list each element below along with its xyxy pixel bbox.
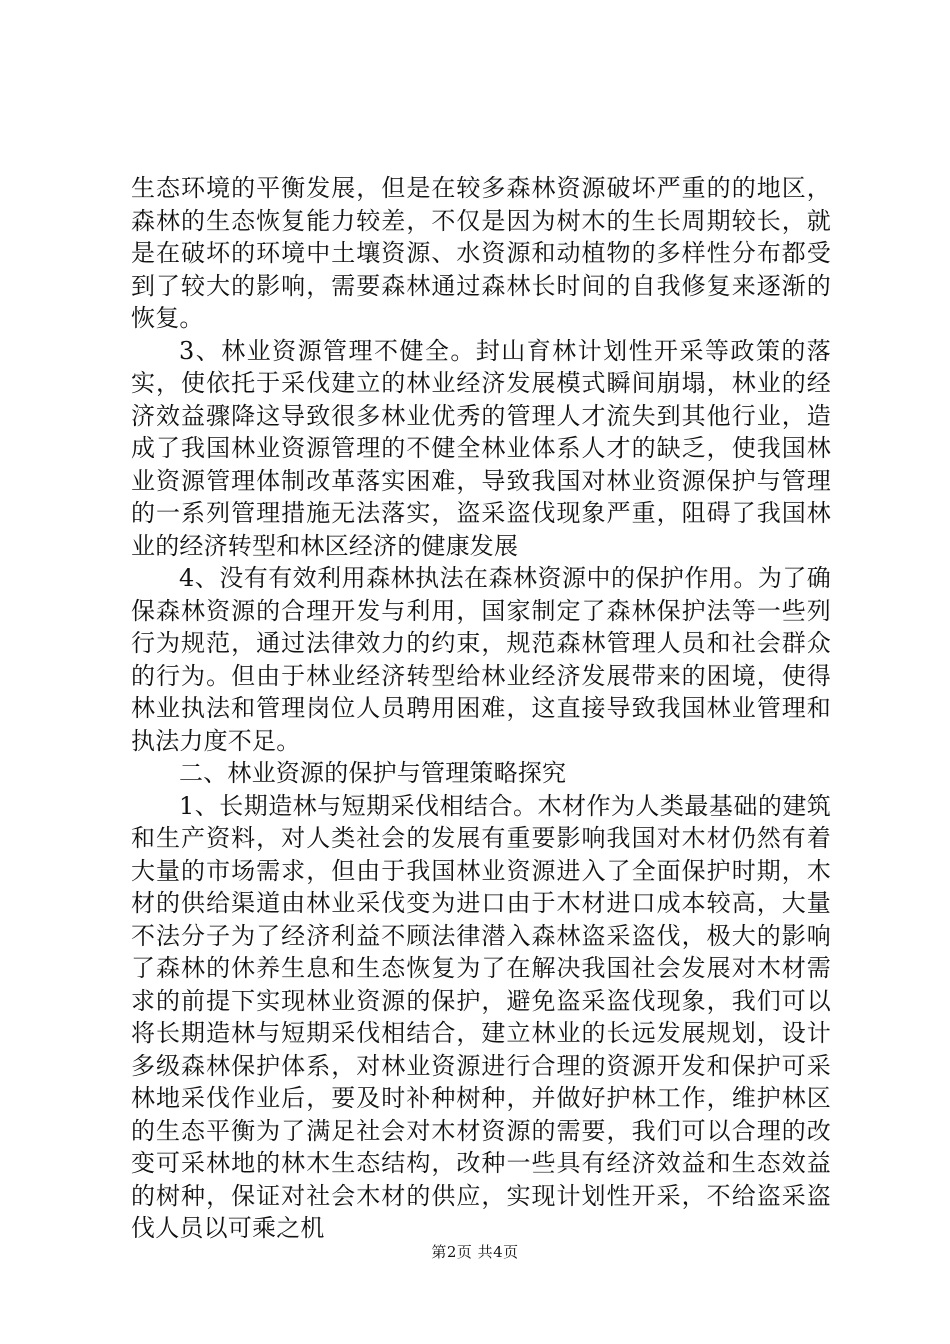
- paragraph-item-4: 4、没有有效利用森林执法在森林资源中的保护作用。为了确保森林资源的合理开发与利用，国家制定了森林保护法等一些列行为规范，通过法律效力的约束，规范森林管理人员和社会群众的行为。但由于林业经济转型给林业经济发展带来的困境，使得林业执法和管理岗位人员聘用困难，这直接导致我国林业管理和执法力度不足。: [131, 564, 831, 755]
- paragraph-item-3: 3、林业资源管理不健全。封山育林计划性开采等政策的落实，使依托于采伐建立的林业经济发展模式瞬间崩塌，林业的经济效益骤降这导致很多林业优秀的管理人才流失到其他行业，造成了我国林业资源管理的不健全林业体系人才的缺乏，使我国林业资源管理体制改革落实困难，导致我国对林业资源保护与管理的一系列管理措施无法落实，盗采盗伐现象严重，阻碍了我国林业的经济转型和林区经济的健康发展: [131, 336, 831, 560]
- page-footer: [0, 1242, 950, 1262]
- page-number-label: 第2页 共4页: [431, 1243, 519, 1261]
- paragraph-strategy-1: 1、长期造林与短期采伐相结合。木材作为人类最基础的建筑和生产资料，对人类社会的发展有重要影响我国对木材仍然有着大量的市场需求，但由于我国林业资源进入了全面保护时期，木材的供给渠道由林业采伐变为进口由于木材进口成本较高，大量不法分子为了经济利益不顾法律潜入森林盗采盗伐，极大的影响了森林的休养生息和生态恢复为了在解决我国社会发展对木材需求的前提下实现林业资源的保护，避免盗采盗伐现象，我们可以将长期造林与短期采伐相结合，建立林业的长远发展规划，设计多级森林保护体系，对林业资源进行合理的资源开发和保护可采林地采伐作业后，要及时补种树种，并做好护林工作，维护林区的生态平衡为了满足社会对木材资源的需要，我们可以合理的改变可采林地的林木生态结构，改种一些具有经济效益和生态效益的树种，保证对社会木材的供应，实现计划性开采，不给盗采盗伐人员以可乘之机: [131, 791, 831, 1242]
- paragraph-continuation: 生态环境的平衡发展，但是在较多森林资源破坏严重的的地区，森林的生态恢复能力较差，不仅是因为树木的生长周期较长，就是在破坏的环境中土壤资源、水资源和动植物的多样性分布都受到了较大的影响，需要森林通过森林长时间的自我修复来逐渐的恢复。: [131, 174, 831, 332]
- document-body: [131, 172, 831, 1245]
- section-heading-2: 二、林业资源的保护与管理策略探究: [179, 759, 567, 787]
